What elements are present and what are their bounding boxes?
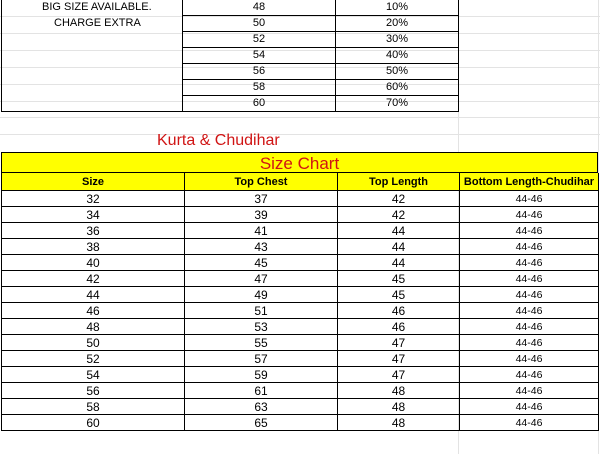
surcharge-percent-cell: 40% — [336, 48, 459, 64]
bottom-length-cell: 44-46 — [460, 367, 599, 383]
surcharge-row — [2, 16, 459, 32]
surcharge-size-cell: 48 — [183, 0, 336, 16]
table-row — [2, 303, 599, 319]
top-length-cell: 44 — [338, 239, 460, 255]
size-cell: 56 — [2, 383, 185, 399]
top-length-cell: 46 — [338, 319, 460, 335]
size-cell: 50 — [2, 335, 185, 351]
top-chest-cell: 49 — [185, 287, 338, 303]
size-cell: 58 — [2, 399, 185, 415]
size-cell: 32 — [2, 191, 185, 207]
surcharge-row — [2, 0, 459, 16]
top-length-cell: 47 — [338, 335, 460, 351]
bottom-length-cell: 44-46 — [460, 239, 599, 255]
table-row — [2, 271, 599, 287]
top-length-cell: 42 — [338, 191, 460, 207]
bottom-length-cell: 44-46 — [460, 383, 599, 399]
table-row — [2, 399, 599, 415]
surcharge-size-cell: 60 — [183, 96, 336, 112]
table-row — [2, 383, 599, 399]
surcharge-row — [2, 32, 459, 48]
size-cell: 42 — [2, 271, 185, 287]
top-chest-cell: 59 — [185, 367, 338, 383]
top-length-cell: 44 — [338, 223, 460, 239]
bottom-length-cell: 44-46 — [460, 351, 599, 367]
gridline — [0, 134, 600, 135]
product-title: Kurta & Chudihar — [157, 132, 280, 149]
surcharge-row — [2, 48, 459, 64]
table-row — [2, 351, 599, 367]
bottom-length-cell: 44-46 — [460, 399, 599, 415]
size-chart-table — [1, 173, 599, 431]
size-cell: 38 — [2, 239, 185, 255]
size-cell: 46 — [2, 303, 185, 319]
note-line-1: BIG SIZE AVAILABLE. — [2, 0, 183, 16]
table-row — [2, 239, 599, 255]
top-length-cell: 48 — [338, 415, 460, 431]
top-chest-cell: 65 — [185, 415, 338, 431]
top-chest-cell: 57 — [185, 351, 338, 367]
top-length-cell: 46 — [338, 303, 460, 319]
top-chest-cell: 43 — [185, 239, 338, 255]
bottom-length-cell: 44-46 — [460, 319, 599, 335]
bottom-length-cell: 44-46 — [460, 271, 599, 287]
table-row — [2, 255, 599, 271]
surcharge-percent-cell: 10% — [336, 0, 459, 16]
table-row — [2, 207, 599, 223]
bottom-length-cell: 44-46 — [460, 335, 599, 351]
top-chest-cell: 63 — [185, 399, 338, 415]
bottom-length-cell: 44-46 — [460, 415, 599, 431]
table-row — [2, 367, 599, 383]
empty-cell — [2, 96, 183, 112]
table-row — [2, 415, 599, 431]
surcharge-percent-cell: 20% — [336, 16, 459, 32]
bottom-length-cell: 44-46 — [460, 191, 599, 207]
size-cell: 44 — [2, 287, 185, 303]
header-row — [2, 173, 599, 191]
bottom-length-cell: 44-46 — [460, 223, 599, 239]
top-length-cell: 44 — [338, 255, 460, 271]
table-row — [2, 335, 599, 351]
bottom-length-cell: 44-46 — [460, 303, 599, 319]
surcharge-size-cell: 54 — [183, 48, 336, 64]
size-cell: 60 — [2, 415, 185, 431]
empty-cell — [2, 32, 183, 48]
gridline — [0, 117, 600, 118]
top-chest-cell: 51 — [185, 303, 338, 319]
surcharge-percent-cell: 70% — [336, 96, 459, 112]
size-cell: 54 — [2, 367, 185, 383]
top-chest-cell: 47 — [185, 271, 338, 287]
top-chest-cell: 61 — [185, 383, 338, 399]
top-length-cell: 45 — [338, 287, 460, 303]
bottom-length-cell: 44-46 — [460, 255, 599, 271]
table-row — [2, 191, 599, 207]
note-line-2: CHARGE EXTRA — [2, 16, 183, 32]
surcharge-percent-cell: 30% — [336, 32, 459, 48]
surcharge-size-cell: 56 — [183, 64, 336, 80]
surcharge-row — [2, 96, 459, 112]
top-length-cell: 42 — [338, 207, 460, 223]
size-cell: 48 — [2, 319, 185, 335]
empty-cell — [2, 80, 183, 96]
top-length-cell: 47 — [338, 367, 460, 383]
bottom-length-cell: 44-46 — [460, 287, 599, 303]
column-header-top-chest: Top Chest — [185, 173, 338, 191]
bottom-length-cell: 44-46 — [460, 207, 599, 223]
surcharge-size-cell: 58 — [183, 80, 336, 96]
size-cell: 36 — [2, 223, 185, 239]
top-length-cell: 47 — [338, 351, 460, 367]
size-cell: 34 — [2, 207, 185, 223]
surcharge-size-cell: 52 — [183, 32, 336, 48]
surcharge-table — [1, 0, 459, 112]
column-header-bottom-length: Bottom Length-Chudihar — [460, 173, 599, 191]
top-length-cell: 45 — [338, 271, 460, 287]
surcharge-row — [2, 64, 459, 80]
top-length-cell: 48 — [338, 383, 460, 399]
top-chest-cell: 53 — [185, 319, 338, 335]
empty-cell — [2, 64, 183, 80]
column-header-top-length: Top Length — [338, 173, 460, 191]
top-chest-cell: 55 — [185, 335, 338, 351]
surcharge-size-cell: 50 — [183, 16, 336, 32]
surcharge-percent-cell: 60% — [336, 80, 459, 96]
top-chest-cell: 45 — [185, 255, 338, 271]
top-chest-cell: 41 — [185, 223, 338, 239]
surcharge-percent-cell: 50% — [336, 64, 459, 80]
top-length-cell: 48 — [338, 399, 460, 415]
table-row — [2, 287, 599, 303]
size-cell: 40 — [2, 255, 185, 271]
size-cell: 52 — [2, 351, 185, 367]
top-chest-cell: 39 — [185, 207, 338, 223]
column-header-size: Size — [2, 173, 185, 191]
empty-cell — [2, 48, 183, 64]
table-row — [2, 319, 599, 335]
table-row — [2, 223, 599, 239]
top-chest-cell: 37 — [185, 191, 338, 207]
size-chart-banner: Size Chart — [1, 152, 598, 173]
surcharge-row — [2, 80, 459, 96]
